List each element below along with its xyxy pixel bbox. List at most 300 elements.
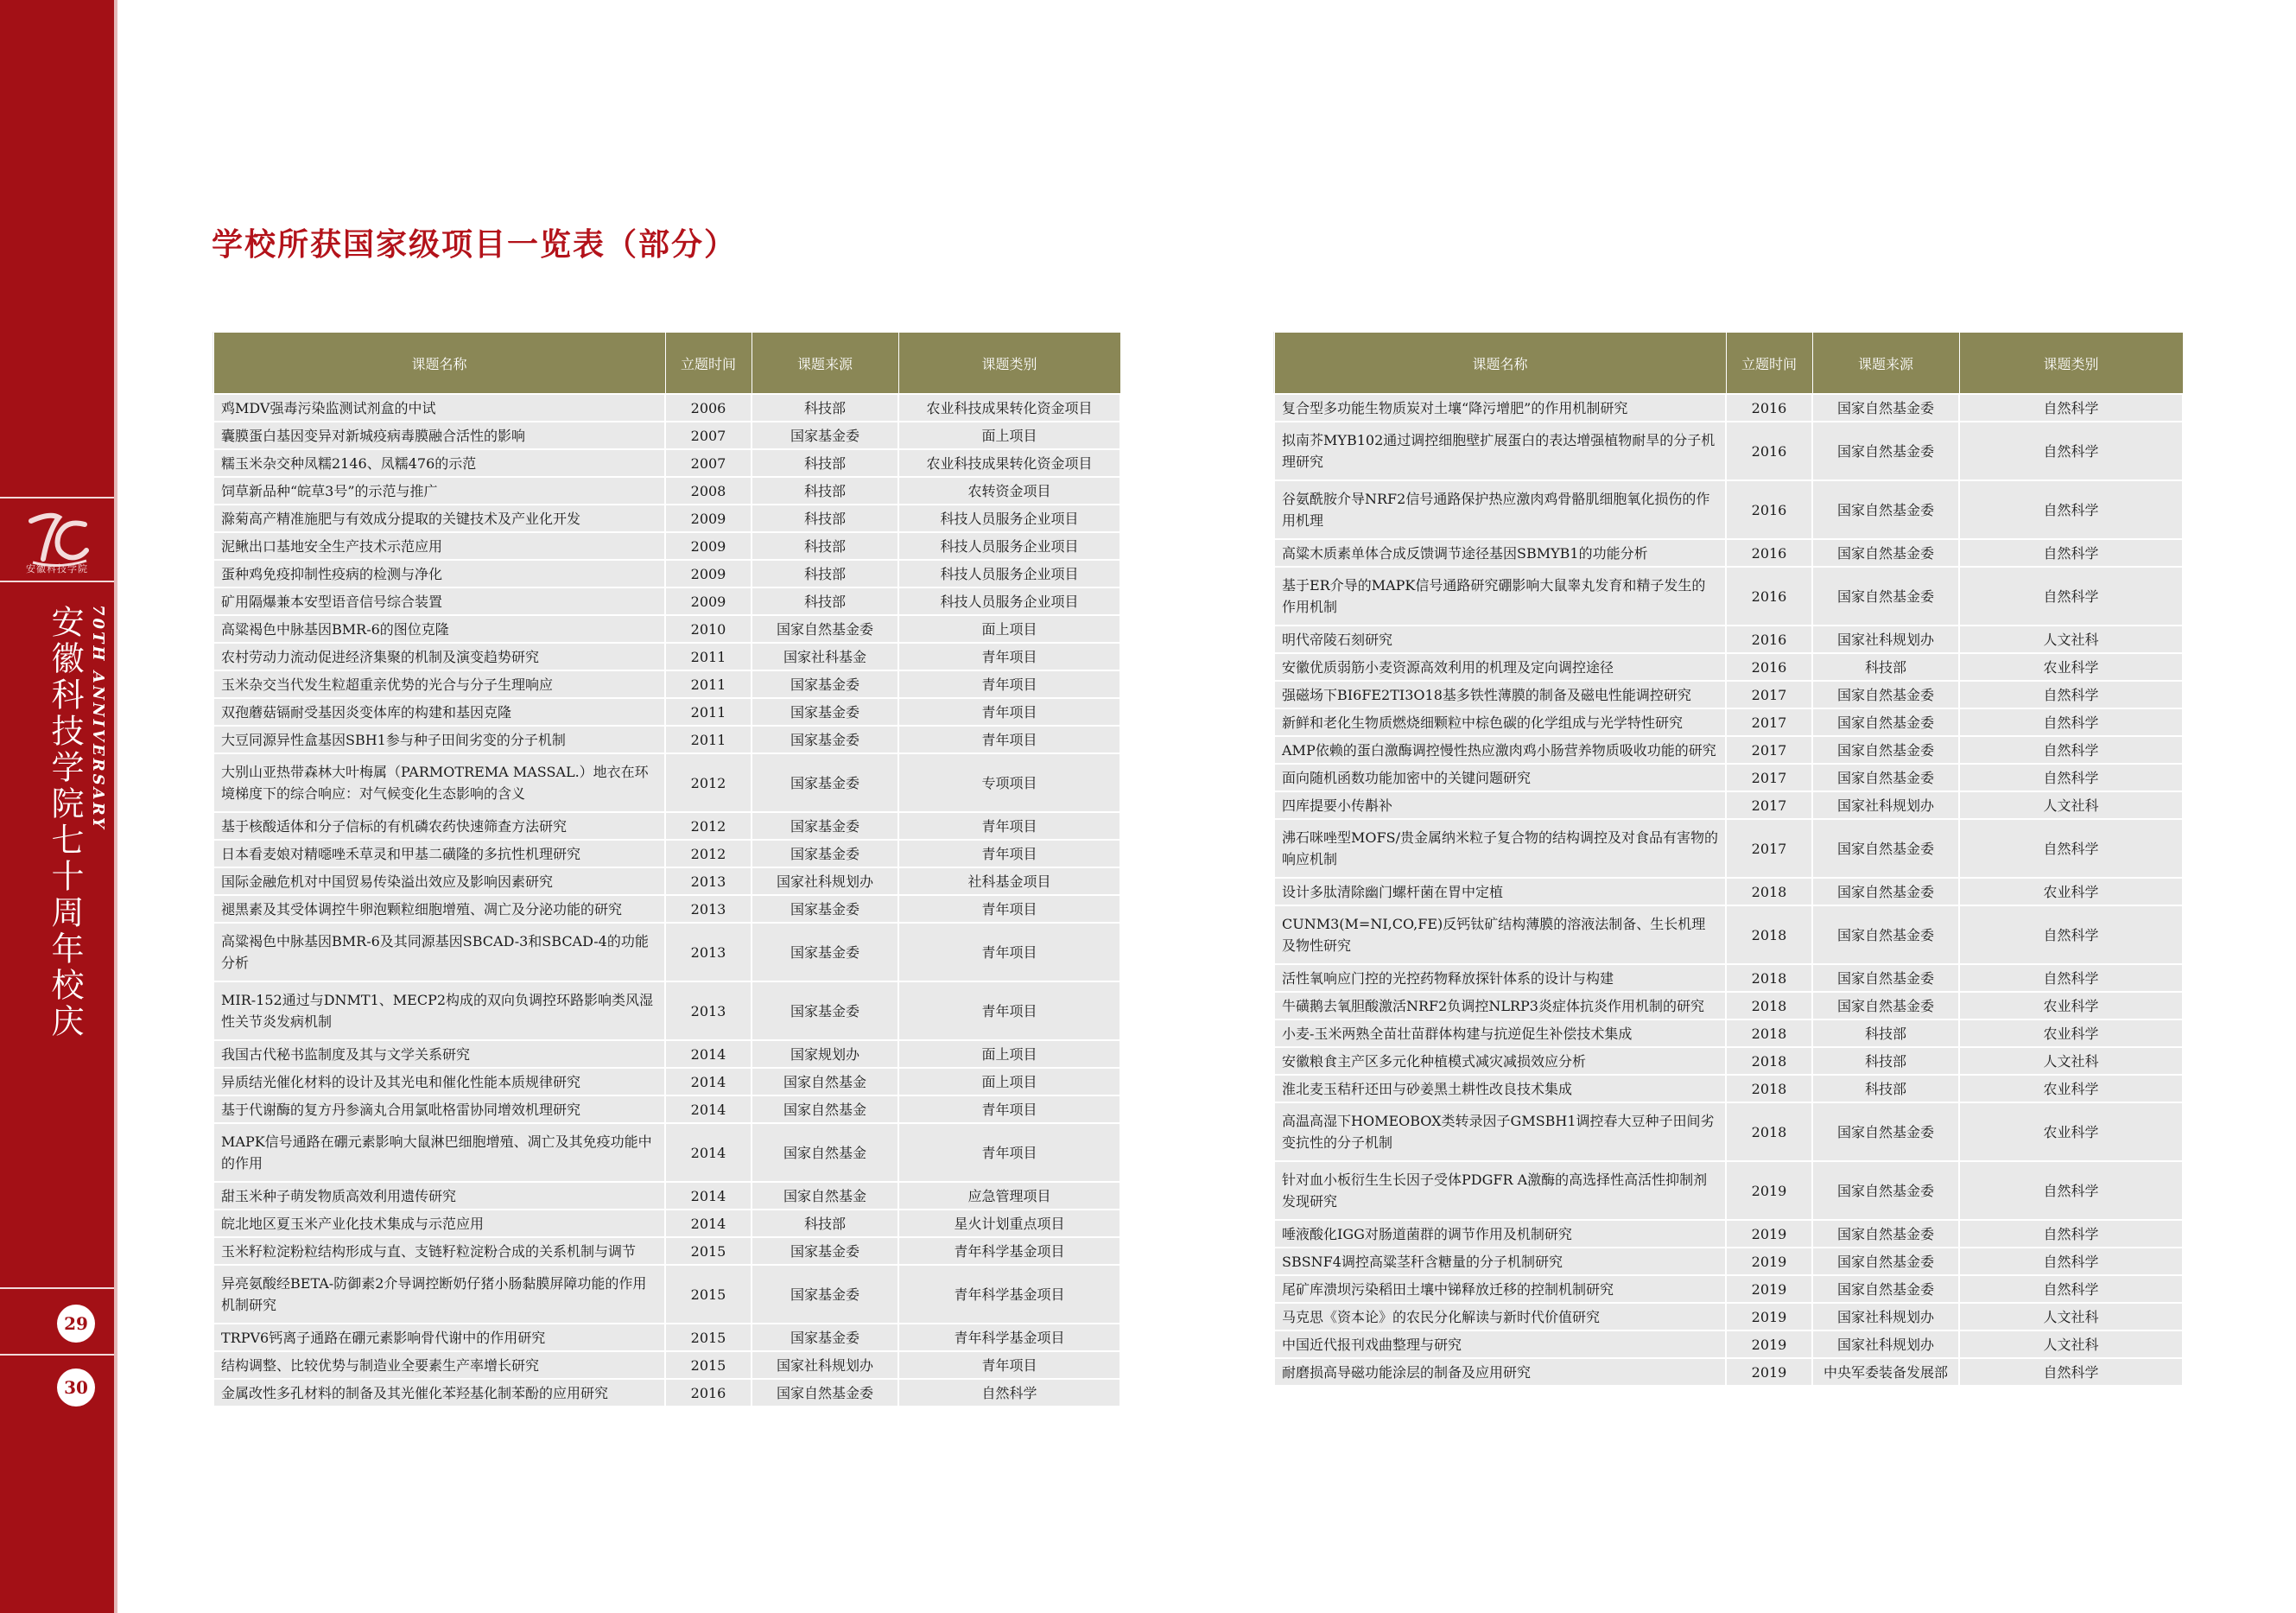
cell-category: 农业科学	[1959, 1019, 2183, 1047]
sidebar-divider	[0, 1287, 114, 1289]
table-row	[1274, 791, 2183, 819]
cell-project-name: 活性氧响应门控的光控药物释放探针体系的设计与构建	[1274, 964, 1726, 992]
cell-source: 国家自然基金委	[1812, 1275, 1959, 1303]
column-header-category: 课题类别	[1959, 333, 2183, 395]
cell-project-name: 马克思《资本论》的农民分化解读与新时代价值研究	[1274, 1303, 1726, 1330]
cell-category: 自然科学	[1959, 1275, 2183, 1303]
cell-project-name: 异质结光催化材料的设计及其光电和催化性能本质规律研究	[213, 1068, 665, 1095]
cell-source: 国家自然基金	[752, 1095, 898, 1123]
cell-source: 国家基金委	[752, 923, 898, 981]
cell-source: 国家自然基金	[752, 1182, 898, 1210]
cell-source: 科技部	[752, 587, 898, 615]
table-row	[1274, 1330, 2183, 1358]
cell-project-name: 泥鳅出口基地安全生产技术示范应用	[213, 532, 665, 560]
cell-source: 国家自然基金委	[1812, 480, 1959, 539]
sidebar-subtitle: 70TH ANNIVERSARY	[89, 605, 107, 831]
cell-category: 青年科学基金项目	[898, 1237, 1120, 1265]
cell-source: 国家自然基金委	[1812, 905, 1959, 964]
cell-year: 2016	[1726, 394, 1812, 422]
cell-year: 2012	[665, 753, 752, 812]
cell-source: 国家自然基金委	[1812, 1248, 1959, 1275]
cell-project-name: 新鲜和老化生物质燃烧细颗粒中棕色碳的化学组成与光学特性研究	[1274, 708, 1726, 736]
table-row	[1274, 681, 2183, 708]
cell-category: 自然科学	[1959, 964, 2183, 992]
table-row	[1274, 708, 2183, 736]
cell-source: 国家基金委	[752, 1324, 898, 1351]
cell-project-name: 强磁场下BI6FE2TI3O18基多铁性薄膜的制备及磁电性能调控研究	[1274, 681, 1726, 708]
cell-year: 2008	[665, 477, 752, 505]
cell-source: 国家基金委	[752, 422, 898, 449]
sidebar-divider	[0, 1354, 114, 1356]
cell-source: 科技部	[752, 505, 898, 532]
cell-category: 自然科学	[1959, 708, 2183, 736]
cell-source: 国家自然基金委	[1812, 394, 1959, 422]
cell-category: 自然科学	[1959, 1220, 2183, 1248]
cell-project-name: 安徽粮食主产区多元化种植模式减灾减损效应分析	[1274, 1047, 1726, 1075]
cell-category: 青年项目	[898, 698, 1120, 726]
cell-category: 青年项目	[898, 670, 1120, 698]
cell-category: 青年项目	[898, 1095, 1120, 1123]
cell-year: 2013	[665, 981, 752, 1040]
cell-source: 国家基金委	[752, 1265, 898, 1324]
cell-source: 国家社科规划办	[1812, 1330, 1959, 1358]
table-row	[1274, 1303, 2183, 1330]
cell-project-name: 唾液酸化IGG对肠道菌群的调节作用及机制研究	[1274, 1220, 1726, 1248]
table-row	[213, 505, 1120, 532]
cell-year: 2011	[665, 670, 752, 698]
cell-project-name: 双孢蘑菇镉耐受基因炎变体库的构建和基因克隆	[213, 698, 665, 726]
table-row	[213, 923, 1120, 981]
cell-category: 农业科技成果转化资金项目	[898, 449, 1120, 477]
cell-category: 科技人员服务企业项目	[898, 587, 1120, 615]
cell-year: 2015	[665, 1324, 752, 1351]
cell-year: 2007	[665, 422, 752, 449]
cell-year: 2015	[665, 1237, 752, 1265]
cell-year: 2017	[1726, 791, 1812, 819]
cell-year: 2014	[665, 1210, 752, 1237]
cell-category: 青年项目	[898, 895, 1120, 923]
cell-year: 2019	[1726, 1330, 1812, 1358]
cell-source: 国家自然基金委	[752, 615, 898, 643]
table-row	[1274, 1102, 2183, 1161]
cell-source: 科技部	[752, 449, 898, 477]
cell-category: 人文社科	[1959, 1330, 2183, 1358]
cell-source: 国家社科规划办	[1812, 626, 1959, 653]
cell-source: 国家自然基金委	[1812, 1220, 1959, 1248]
cell-category: 青年科学基金项目	[898, 1265, 1120, 1324]
cell-category: 专项项目	[898, 753, 1120, 812]
cell-year: 2013	[665, 867, 752, 895]
cell-project-name: 耐磨损高导磁功能涂层的制备及应用研究	[1274, 1358, 1726, 1386]
cell-category: 自然科学	[1959, 764, 2183, 791]
cell-source: 国家自然基金委	[1812, 736, 1959, 764]
column-header-source: 课题来源	[1812, 333, 1959, 395]
table-row	[213, 1324, 1120, 1351]
cell-project-name: 牛磺鹅去氧胆酸激活NRF2负调控NLRP3炎症体抗炎作用机制的研究	[1274, 992, 1726, 1019]
table-row	[1274, 1161, 2183, 1220]
cell-source: 中央军委装备发展部	[1812, 1358, 1959, 1386]
table-row	[1274, 736, 2183, 764]
logo-caption: 安徽科技学院	[26, 563, 88, 575]
cell-category: 人文社科	[1959, 626, 2183, 653]
cell-project-name: 设计多肽清除幽门螺杆菌在胃中定植	[1274, 878, 1726, 905]
cell-source: 国家自然基金委	[1812, 992, 1959, 1019]
cell-year: 2019	[1726, 1248, 1812, 1275]
cell-category: 人文社科	[1959, 1303, 2183, 1330]
cell-source: 科技部	[1812, 1075, 1959, 1102]
cell-category: 自然科学	[1959, 736, 2183, 764]
cell-source: 国家基金委	[752, 726, 898, 753]
cell-project-name: SBSNF4调控高粱茎秆含糖量的分子机制研究	[1274, 1248, 1726, 1275]
cell-project-name: 小麦-玉米两熟全苗壮苗群体构建与抗逆促生补偿技术集成	[1274, 1019, 1726, 1047]
cell-source: 国家自然基金委	[1812, 422, 1959, 480]
cell-project-name: MAPK信号通路在硼元素影响大鼠淋巴细胞增殖、凋亡及其免疫功能中的作用	[213, 1123, 665, 1182]
cell-year: 2018	[1726, 878, 1812, 905]
table-row	[213, 394, 1120, 422]
cell-year: 2009	[665, 560, 752, 587]
cell-source: 国家基金委	[752, 812, 898, 840]
cell-project-name: 基于核酸适体和分子信标的有机磷农药快速筛查方法研究	[213, 812, 665, 840]
cell-category: 自然科学	[1959, 1358, 2183, 1386]
cell-year: 2016	[1726, 422, 1812, 480]
table-row	[1274, 567, 2183, 626]
cell-source: 科技部	[1812, 1047, 1959, 1075]
cell-year: 2006	[665, 394, 752, 422]
column-header-source: 课题来源	[752, 333, 898, 395]
cell-year: 2018	[1726, 1047, 1812, 1075]
cell-category: 青年项目	[898, 840, 1120, 867]
table-row	[213, 449, 1120, 477]
cell-category: 自然科学	[1959, 539, 2183, 567]
cell-category: 人文社科	[1959, 1047, 2183, 1075]
cell-source: 科技部	[752, 532, 898, 560]
cell-project-name: 高粱褐色中脉基因BMR-6及其同源基因SBCAD-3和SBCAD-4的功能分析	[213, 923, 665, 981]
cell-project-name: 皖北地区夏玉米产业化技术集成与示范应用	[213, 1210, 665, 1237]
table-row	[1274, 1275, 2183, 1303]
cell-category: 农业科学	[1959, 1102, 2183, 1161]
projects-table-left	[212, 332, 1121, 1407]
cell-category: 面上项目	[898, 615, 1120, 643]
cell-project-name: 我国古代秘书监制度及其与文学关系研究	[213, 1040, 665, 1068]
cell-project-name: 沸石咪唑型MOFS/贵金属纳米粒子复合物的结构调控及对食品有害物的响应机制	[1274, 819, 1726, 878]
cell-year: 2018	[1726, 964, 1812, 992]
cell-source: 国家自然基金委	[1812, 567, 1959, 626]
table-row	[1274, 764, 2183, 791]
table-row	[213, 1237, 1120, 1265]
table-row	[1274, 1075, 2183, 1102]
cell-year: 2017	[1726, 736, 1812, 764]
cell-year: 2019	[1726, 1303, 1812, 1330]
cell-source: 国家自然基金委	[1812, 1161, 1959, 1220]
column-header-year: 立题时间	[1726, 333, 1812, 395]
cell-year: 2012	[665, 840, 752, 867]
table-row	[213, 1379, 1120, 1407]
cell-source: 国家基金委	[752, 670, 898, 698]
cell-category: 科技人员服务企业项目	[898, 532, 1120, 560]
cell-category: 应急管理项目	[898, 1182, 1120, 1210]
cell-category: 社科基金项目	[898, 867, 1120, 895]
cell-year: 2019	[1726, 1275, 1812, 1303]
table-row	[1274, 653, 2183, 681]
cell-category: 青年项目	[898, 812, 1120, 840]
cell-category: 青年项目	[898, 1351, 1120, 1379]
cell-project-name: MIR-152通过与DNMT1、MECP2构成的双向负调控环路影响类风湿性关节炎发病机制	[213, 981, 665, 1040]
cell-year: 2014	[665, 1182, 752, 1210]
cell-project-name: 尾矿库溃坝污染稻田土壤中锑释放迁移的控制机制研究	[1274, 1275, 1726, 1303]
cell-year: 2018	[1726, 1075, 1812, 1102]
cell-source: 国家自然基金委	[1812, 708, 1959, 736]
table-row	[213, 726, 1120, 753]
cell-year: 2018	[1726, 1102, 1812, 1161]
cell-year: 2019	[1726, 1161, 1812, 1220]
table-row	[213, 981, 1120, 1040]
cell-category: 自然科学	[898, 1379, 1120, 1407]
table-row	[213, 1123, 1120, 1182]
cell-category: 农业科技成果转化资金项目	[898, 394, 1120, 422]
cell-source: 国家社科规划办	[1812, 1303, 1959, 1330]
cell-year: 2016	[1726, 626, 1812, 653]
cell-source: 国家自然基金委	[1812, 964, 1959, 992]
cell-year: 2018	[1726, 905, 1812, 964]
table-row	[1274, 992, 2183, 1019]
cell-year: 2014	[665, 1040, 752, 1068]
table-row	[213, 670, 1120, 698]
cell-source: 国家自然基金	[752, 1123, 898, 1182]
cell-year: 2012	[665, 812, 752, 840]
cell-source: 国家基金委	[752, 698, 898, 726]
cell-project-name: 甜玉米种子萌发物质高效利用遗传研究	[213, 1182, 665, 1210]
cell-category: 青年项目	[898, 923, 1120, 981]
cell-category: 自然科学	[1959, 394, 2183, 422]
sidebar	[0, 0, 117, 1613]
page-title: 学校所获国家级项目一览表（部分）	[212, 226, 738, 263]
cell-year: 2009	[665, 587, 752, 615]
table-row	[1274, 1358, 2183, 1386]
cell-category: 青年项目	[898, 981, 1120, 1040]
table-row	[213, 560, 1120, 587]
table-row	[213, 1068, 1120, 1095]
cell-year: 2016	[1726, 653, 1812, 681]
cell-project-name: 异亮氨酸经BETA-防御素2介导调控断奶仔猪小肠黏膜屏障功能的作用机制研究	[213, 1265, 665, 1324]
cell-year: 2011	[665, 643, 752, 670]
cell-source: 国家基金委	[752, 981, 898, 1040]
cell-source: 国家自然基金委	[752, 1379, 898, 1407]
table-row	[1274, 1047, 2183, 1075]
projects-table-right	[1273, 332, 2184, 1387]
table-row	[1274, 905, 2183, 964]
cell-year: 2016	[1726, 567, 1812, 626]
table-row	[1274, 480, 2183, 539]
cell-source: 科技部	[1812, 1019, 1959, 1047]
cell-source: 国家基金委	[752, 1237, 898, 1265]
cell-project-name: 面向随机函数功能加密中的关键问题研究	[1274, 764, 1726, 791]
cell-year: 2017	[1726, 681, 1812, 708]
cell-category: 青年项目	[898, 1123, 1120, 1182]
cell-project-name: 复合型多功能生物质炭对土壤“降污增肥”的作用机制研究	[1274, 394, 1726, 422]
table-row	[1274, 394, 2183, 422]
cell-project-name: 高粱褐色中脉基因BMR-6的图位克隆	[213, 615, 665, 643]
cell-source: 国家自然基金委	[1812, 539, 1959, 567]
column-header-name: 课题名称	[1274, 333, 1726, 395]
cell-project-name: 高粱木质素单体合成反馈调节途径基因SBMYB1的功能分析	[1274, 539, 1726, 567]
cell-year: 2013	[665, 923, 752, 981]
cell-source: 科技部	[752, 394, 898, 422]
cell-year: 2016	[665, 1379, 752, 1407]
cell-year: 2011	[665, 698, 752, 726]
cell-year: 2016	[1726, 480, 1812, 539]
cell-category: 面上项目	[898, 1040, 1120, 1068]
cell-year: 2014	[665, 1095, 752, 1123]
cell-source: 国家自然基金委	[1812, 878, 1959, 905]
cell-category: 科技人员服务企业项目	[898, 560, 1120, 587]
cell-project-name: 玉米杂交当代发生粒超重亲优势的光合与分子生理响应	[213, 670, 665, 698]
cell-category: 农业科学	[1959, 992, 2183, 1019]
table-row	[1274, 1220, 2183, 1248]
cell-project-name: 玉米籽粒淀粉粒结构形成与直、支链籽粒淀粉合成的关系机制与调节	[213, 1237, 665, 1265]
table-row	[213, 753, 1120, 812]
table-row	[1274, 878, 2183, 905]
cell-project-name: 糯玉米杂交种凤糯2146、凤糯476的示范	[213, 449, 665, 477]
cell-project-name: 针对血小板衍生生长因子受体PDGFR A激酶的高选择性高活性抑制剂发现研究	[1274, 1161, 1726, 1220]
sidebar-divider	[0, 497, 114, 499]
cell-project-name: 国际金融危机对中国贸易传染溢出效应及影响因素研究	[213, 867, 665, 895]
cell-category: 自然科学	[1959, 480, 2183, 539]
table-row	[213, 840, 1120, 867]
table-row	[213, 1351, 1120, 1379]
cell-category: 科技人员服务企业项目	[898, 505, 1120, 532]
sidebar-divider	[0, 581, 114, 582]
cell-source: 国家基金委	[752, 840, 898, 867]
cell-category: 青年科学基金项目	[898, 1324, 1120, 1351]
cell-project-name: 日本看麦娘对精噁唑禾草灵和甲基二磺隆的多抗性机理研究	[213, 840, 665, 867]
table-row	[213, 1265, 1120, 1324]
table-row	[213, 587, 1120, 615]
column-header-name: 课题名称	[213, 333, 665, 395]
cell-year: 2017	[1726, 819, 1812, 878]
cell-source: 国家社科规划办	[752, 867, 898, 895]
cell-source: 科技部	[752, 1210, 898, 1237]
cell-project-name: 结构调整、比较优势与制造业全要素生产率增长研究	[213, 1351, 665, 1379]
cell-project-name: 四库提要小传斠补	[1274, 791, 1726, 819]
table-row	[1274, 539, 2183, 567]
table-row	[213, 895, 1120, 923]
table-row	[213, 532, 1120, 560]
cell-category: 自然科学	[1959, 681, 2183, 708]
cell-year: 2010	[665, 615, 752, 643]
cell-project-name: 淮北麦玉秸秆还田与砂姜黑土耕性改良技术集成	[1274, 1075, 1726, 1102]
cell-project-name: 鸡MDV强毒污染监测试剂盒的中试	[213, 394, 665, 422]
cell-project-name: CUNM3(M=NI,CO,FE)反钙钛矿结构薄膜的溶液法制备、生长机理及物性研究	[1274, 905, 1726, 964]
cell-source: 国家基金委	[752, 753, 898, 812]
cell-category: 农业科学	[1959, 1075, 2183, 1102]
table-row	[213, 812, 1120, 840]
cell-source: 国家社科基金	[752, 643, 898, 670]
cell-year: 2016	[1726, 539, 1812, 567]
cell-project-name: 安徽优质弱筋小麦资源高效利用的机理及定向调控途径	[1274, 653, 1726, 681]
table-row	[213, 698, 1120, 726]
cell-year: 2019	[1726, 1220, 1812, 1248]
cell-project-name: 金属改性多孔材料的制备及其光催化苯羟基化制苯酚的应用研究	[213, 1379, 665, 1407]
cell-category: 自然科学	[1959, 905, 2183, 964]
cell-category: 农转资金项目	[898, 477, 1120, 505]
cell-project-name: 谷氨酰胺介导NRF2信号通路保护热应激肉鸡骨骼肌细胞氧化损伤的作用机理	[1274, 480, 1726, 539]
table-row	[213, 422, 1120, 449]
sidebar-title: 安徽科技学院七十周年校庆	[46, 605, 84, 1040]
cell-source: 国家自然基金委	[1812, 681, 1959, 708]
cell-source: 国家自然基金委	[1812, 764, 1959, 791]
cell-project-name: 拟南芥MYB102通过调控细胞壁扩展蛋白的表达增强植物耐旱的分子机理研究	[1274, 422, 1726, 480]
table-row	[1274, 626, 2183, 653]
cell-project-name: 囊膜蛋白基因变异对新城疫病毒膜融合活性的影响	[213, 422, 665, 449]
column-header-year: 立题时间	[665, 333, 752, 395]
cell-category: 自然科学	[1959, 567, 2183, 626]
cell-source: 国家基金委	[752, 895, 898, 923]
cell-source: 国家社科规划办	[752, 1351, 898, 1379]
table-row	[213, 615, 1120, 643]
cell-year: 2009	[665, 505, 752, 532]
cell-project-name: 明代帝陵石刻研究	[1274, 626, 1726, 653]
cell-year: 2015	[665, 1265, 752, 1324]
table-row	[1274, 422, 2183, 480]
cell-category: 面上项目	[898, 422, 1120, 449]
page-number: 30	[57, 1369, 95, 1407]
cell-year: 2014	[665, 1123, 752, 1182]
cell-source: 国家自然基金委	[1812, 819, 1959, 878]
cell-project-name: TRPV6钙离子通路在硼元素影响骨代谢中的作用研究	[213, 1324, 665, 1351]
cell-category: 星火计划重点项目	[898, 1210, 1120, 1237]
cell-project-name: AMP依赖的蛋白激酶调控慢性热应激肉鸡小肠营养物质吸收功能的研究	[1274, 736, 1726, 764]
table-row	[213, 867, 1120, 895]
cell-year: 2018	[1726, 1019, 1812, 1047]
cell-category: 自然科学	[1959, 422, 2183, 480]
cell-project-name: 滁菊高产精准施肥与有效成分提取的关键技术及产业化开发	[213, 505, 665, 532]
table-row	[213, 1182, 1120, 1210]
cell-project-name: 矿用隔爆兼本安型语音信号综合装置	[213, 587, 665, 615]
cell-category: 青年项目	[898, 726, 1120, 753]
table-row	[1274, 1248, 2183, 1275]
cell-project-name: 褪黑素及其受体调控牛卵泡颗粒细胞增殖、凋亡及分泌功能的研究	[213, 895, 665, 923]
cell-source: 国家自然基金	[752, 1068, 898, 1095]
cell-year: 2019	[1726, 1358, 1812, 1386]
cell-category: 青年项目	[898, 643, 1120, 670]
cell-category: 自然科学	[1959, 819, 2183, 878]
cell-source: 国家规划办	[752, 1040, 898, 1068]
cell-year: 2013	[665, 895, 752, 923]
table-row	[1274, 1019, 2183, 1047]
cell-source: 国家社科规划办	[1812, 791, 1959, 819]
cell-year: 2017	[1726, 764, 1812, 791]
table-row	[1274, 819, 2183, 878]
cell-category: 面上项目	[898, 1068, 1120, 1095]
cell-category: 自然科学	[1959, 1248, 2183, 1275]
cell-source: 国家自然基金委	[1812, 1102, 1959, 1161]
table-row	[213, 1095, 1120, 1123]
cell-source: 科技部	[1812, 653, 1959, 681]
cell-project-name: 中国近代报刊戏曲整理与研究	[1274, 1330, 1726, 1358]
table-row	[213, 1210, 1120, 1237]
cell-project-name: 农村劳动力流动促进经济集聚的机制及演变趋势研究	[213, 643, 665, 670]
cell-source: 科技部	[752, 477, 898, 505]
cell-category: 人文社科	[1959, 791, 2183, 819]
cell-project-name: 高温高湿下HOMEOBOX类转录因子GMSBH1调控春大豆种子田间劣变抗性的分子机制	[1274, 1102, 1726, 1161]
cell-year: 2015	[665, 1351, 752, 1379]
page-number: 29	[57, 1305, 95, 1343]
cell-year: 2017	[1726, 708, 1812, 736]
cell-project-name: 大别山亚热带森林大叶梅属（PARMOTREMA MASSAL.）地衣在环境梯度下的综合响应：对气候变化生态影响的含义	[213, 753, 665, 812]
cell-year: 2011	[665, 726, 752, 753]
column-header-category: 课题类别	[898, 333, 1120, 395]
cell-category: 农业科学	[1959, 878, 2183, 905]
